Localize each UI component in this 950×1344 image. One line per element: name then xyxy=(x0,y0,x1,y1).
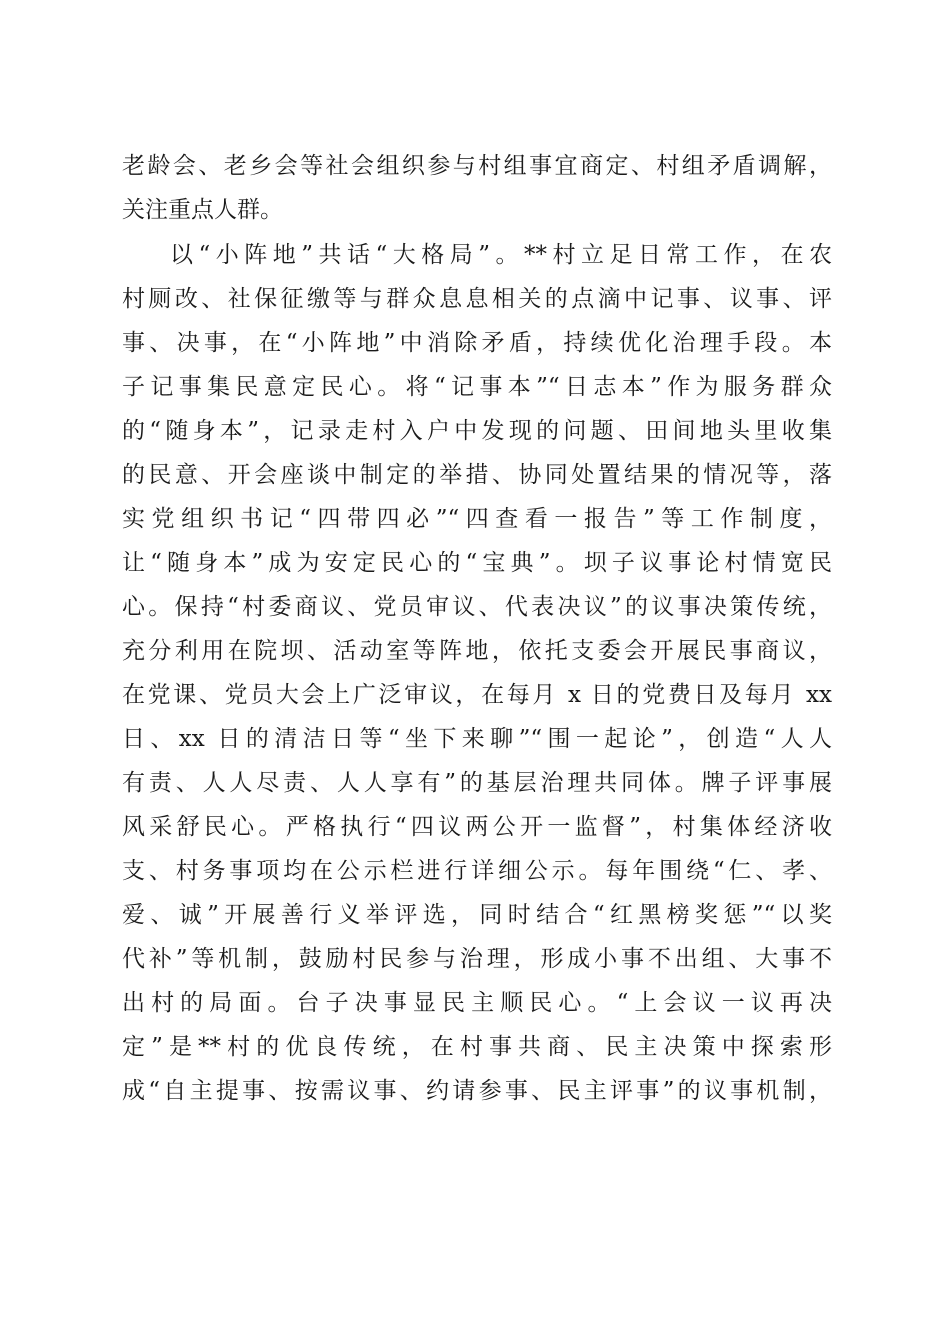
text-line-16: 风采舒民心。严格执行“四议两公开一监督”，村集体经济收 xyxy=(122,814,832,840)
text-line-6: 子记事集民意定民心。将“记事本”“日志本”作为服务群众 xyxy=(122,374,832,400)
text-line-4: 村厕改、社保征缴等与群众息息相关的点滴中记事、议事、评 xyxy=(122,286,832,312)
text-line-21: 定”是**村的优良传统，在村事共商、民主决策中探索形 xyxy=(122,1034,832,1060)
text-line-18: 爱、诚”开展善行义举评选，同时结合“红黑榜奖惩”“以奖 xyxy=(122,902,832,928)
text-line-9: 实党组织书记“四带四必”“四查看一报告”等工作制度， xyxy=(122,506,832,532)
text-line-5: 事、决事，在“小阵地”中消除矛盾，持续优化治理手段。本 xyxy=(122,330,832,356)
text-line-19: 代补”等机制，鼓励村民参与治理，形成小事不出组、大事不 xyxy=(122,946,832,972)
text-line-1: 老龄会、老乡会等社会组织参与村组事宜商定、村组矛盾调解， xyxy=(122,153,832,179)
text-line-3: 以“小阵地”共话“大格局”。**村立足日常工作，在农 xyxy=(170,242,832,268)
text-line-7: 的“随身本”，记录走村入户中发现的问题、田间地头里收集 xyxy=(122,418,832,444)
text-line-2: 关注重点人群。 xyxy=(122,197,283,223)
text-line-10: 让“随身本”成为安定民心的“宝典”。坝子议事论村情宽民 xyxy=(122,550,832,576)
text-line-13: 在党课、党员大会上广泛审议，在每月 x 日的党费日及每月 xx xyxy=(122,682,832,708)
text-line-11: 心。保持“村委商议、党员审议、代表决议”的议事决策传统， xyxy=(122,594,832,620)
text-line-15: 有责、人人尽责、人人享有”的基层治理共同体。牌子评事展 xyxy=(122,770,832,796)
text-line-20: 出村的局面。台子决事显民主顺民心。“上会议一议再决 xyxy=(122,990,832,1016)
text-line-14: 日、xx 日的清洁日等“坐下来聊”“围一起论”，创造“人人 xyxy=(122,726,832,752)
text-line-12: 充分利用在院坝、活动室等阵地，依托支委会开展民事商议， xyxy=(122,638,832,664)
text-line-22: 成“自主提事、按需议事、约请参事、民主评事”的议事机制， xyxy=(122,1078,832,1104)
text-line-8: 的民意、开会座谈中制定的举措、协同处置结果的情况等，落 xyxy=(122,462,832,488)
text-line-17: 支、村务事项均在公示栏进行详细公示。每年围绕“仁、孝、 xyxy=(122,858,832,884)
